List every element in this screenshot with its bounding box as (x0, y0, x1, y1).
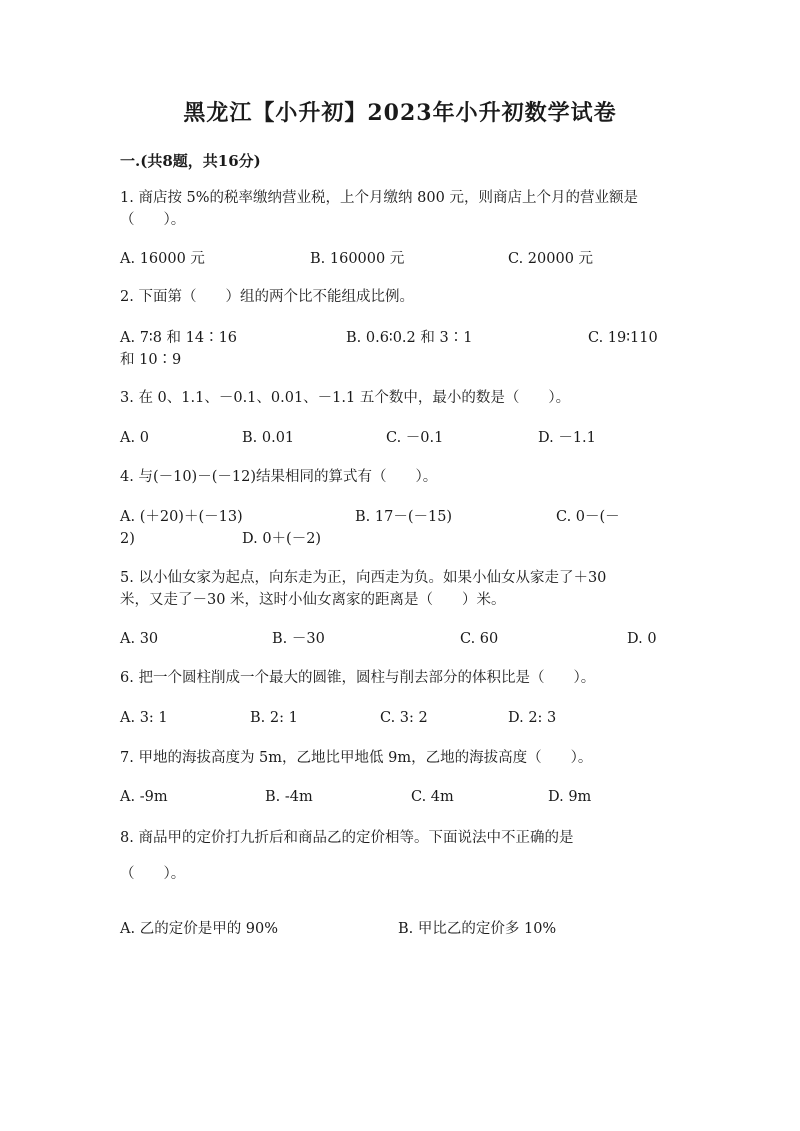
question-1-option-b: B. 160000 元 (310, 251, 405, 267)
section-heading: 一.(共8题，共16分) (120, 152, 261, 170)
question-2-option-b: B. 0.6∶0.2 和 3∶1 (346, 330, 473, 346)
question-1-stem-line-2: （ ）。 (120, 212, 186, 228)
question-1-option-a: A. 16000 元 (120, 251, 205, 267)
question-3-stem: 3. 在 0、1.1、－0.1、0.01、－1.1 五个数中，最小的数是（ ）。 (120, 390, 571, 406)
question-3-option-c: C. －0.1 (386, 430, 444, 446)
question-7-option-d: D. 9m (548, 789, 592, 805)
question-5-stem-line-2: 米，又走了－30 米，这时小仙女离家的距离是（ ）米。 (120, 592, 506, 608)
question-6-option-d: D. 2: 3 (508, 710, 557, 726)
question-2-option-d: 和 10∶9 (120, 352, 182, 368)
question-5-option-b: B. －30 (272, 631, 325, 647)
question-7-option-c: C. 4m (411, 789, 454, 805)
question-2-stem: 2. 下面第（ ）组的两个比不能组成比例。 (120, 289, 414, 305)
question-6-option-c: C. 3: 2 (380, 710, 428, 726)
question-7-stem: 7. 甲地的海拔高度为 5m，乙地比甲地低 9m，乙地的海拔高度（ ）。 (120, 750, 593, 766)
question-6-option-a: A. 3: 1 (120, 710, 168, 726)
question-7-option-b: B. -4m (265, 789, 313, 805)
question-6-option-b: B. 2: 1 (250, 710, 298, 726)
question-6-stem: 6. 把一个圆柱削成一个最大的圆锥，圆柱与削去部分的体积比是（ ）。 (120, 670, 596, 686)
question-8-option-b: B. 甲比乙的定价多 10% (398, 921, 557, 937)
question-1-option-c: C. 20000 元 (508, 251, 594, 267)
question-4-option-a: A. (＋20)＋(－13) (120, 509, 243, 525)
question-4-option-c: C. 0－(－ (556, 509, 620, 525)
question-4-option-b: B. 17－(－15) (355, 509, 453, 525)
question-5-stem-line-1: 5. 以小仙女家为起点，向东走为正，向西走为负。如果小仙女从家走了＋30 (120, 570, 607, 586)
question-2-option-c: C. 19∶110 (588, 330, 658, 346)
question-8-stem-line-1: 8. 商品甲的定价打九折后和商品乙的定价相等。下面说法中不正确的是 (120, 830, 574, 846)
question-2-option-a: A. 7∶8 和 14∶16 (120, 330, 238, 346)
question-4-option-d: D. 0＋(－2) (242, 531, 322, 547)
question-5-option-a: A. 30 (120, 631, 159, 647)
question-5-option-c: C. 60 (460, 631, 499, 647)
question-8-stem-line-2: （ ）。 (120, 866, 186, 882)
question-1-stem-line-1: 1. 商店按 5%的税率缴纳营业税，上个月缴纳 800 元，则商店上个月的营业额是 (120, 190, 638, 206)
question-4-option-c-cont: 2) (120, 531, 135, 547)
exam-title: 黑龙江【小升初】2023年小升初数学试卷 (183, 100, 617, 126)
question-7-option-a: A. -9m (120, 789, 168, 805)
question-3-option-a: A. 0 (120, 430, 149, 446)
question-3-option-b: B. 0.01 (242, 430, 295, 446)
question-8-option-a: A. 乙的定价是甲的 90% (120, 921, 279, 937)
question-3-option-d: D. －1.1 (538, 430, 596, 446)
question-4-stem: 4. 与(－10)－(－12)结果相同的算式有（ ）。 (120, 469, 438, 485)
question-5-option-d: D. 0 (627, 631, 657, 647)
